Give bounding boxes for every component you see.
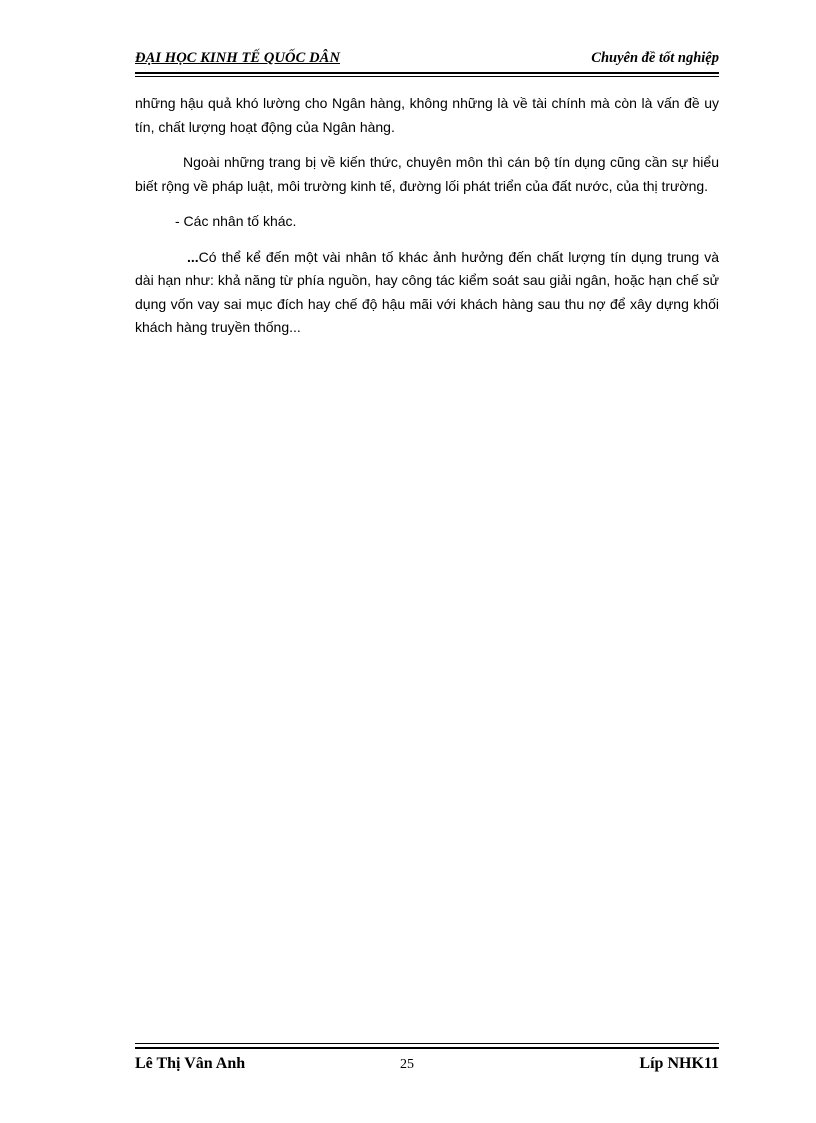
footer-class: Líp NHK11 bbox=[639, 1055, 719, 1072]
footer-page-number: 25 bbox=[400, 1057, 414, 1072]
footer-rule-thick bbox=[135, 1047, 719, 1049]
header-university-title: ĐẠI HỌC KINH TẾ QUỐC DÂN bbox=[135, 50, 341, 66]
page-header bbox=[135, 50, 719, 70]
header-rule-thin bbox=[135, 76, 719, 77]
footer-rule-thin bbox=[135, 1043, 719, 1044]
body-content bbox=[135, 92, 719, 352]
paragraph-other-factors bbox=[135, 246, 719, 340]
header-document-type: Chuyên đề tốt nghiệp bbox=[591, 50, 719, 66]
paragraph-knowledge: Ngoài những trang bị về kiến thức, chuyên môn thì cán bộ tín dụng cũng cần sự hiểu biết rộng về pháp luật, môi trường kinh tế, đường lối phát triển của đất nước, của thị trường. bbox=[135, 154, 719, 194]
footer-author: Lê Thị Vân Anh bbox=[135, 1055, 246, 1072]
paragraph-other-factors-text: Có thể kể đến một vài nhân tố khác ảnh hưởng đến chất lượng tín dụng trung và dài hạn như: khả năng từ phía nguồn, hay công tác kiểm soát sau giải ngân, hoặc hạn chế sử dụng vốn vay sai mục đích hay chế độ hậu mãi với khách hàng sau thu nợ để xây dựng khối khách hàng truyền thống... bbox=[135, 248, 719, 335]
list-item-other-factors: - Các nhân tố khác. bbox=[175, 213, 297, 229]
paragraph-lead-ellipsis: ... bbox=[187, 248, 199, 265]
page-footer bbox=[135, 1055, 719, 1077]
header-rule-thick bbox=[135, 72, 719, 74]
paragraph-continuation: những hậu quả khó lường cho Ngân hàng, không những là về tài chính mà còn là vấn đề uy tín, chất lượng hoạt động của Ngân hàng. bbox=[135, 95, 719, 135]
